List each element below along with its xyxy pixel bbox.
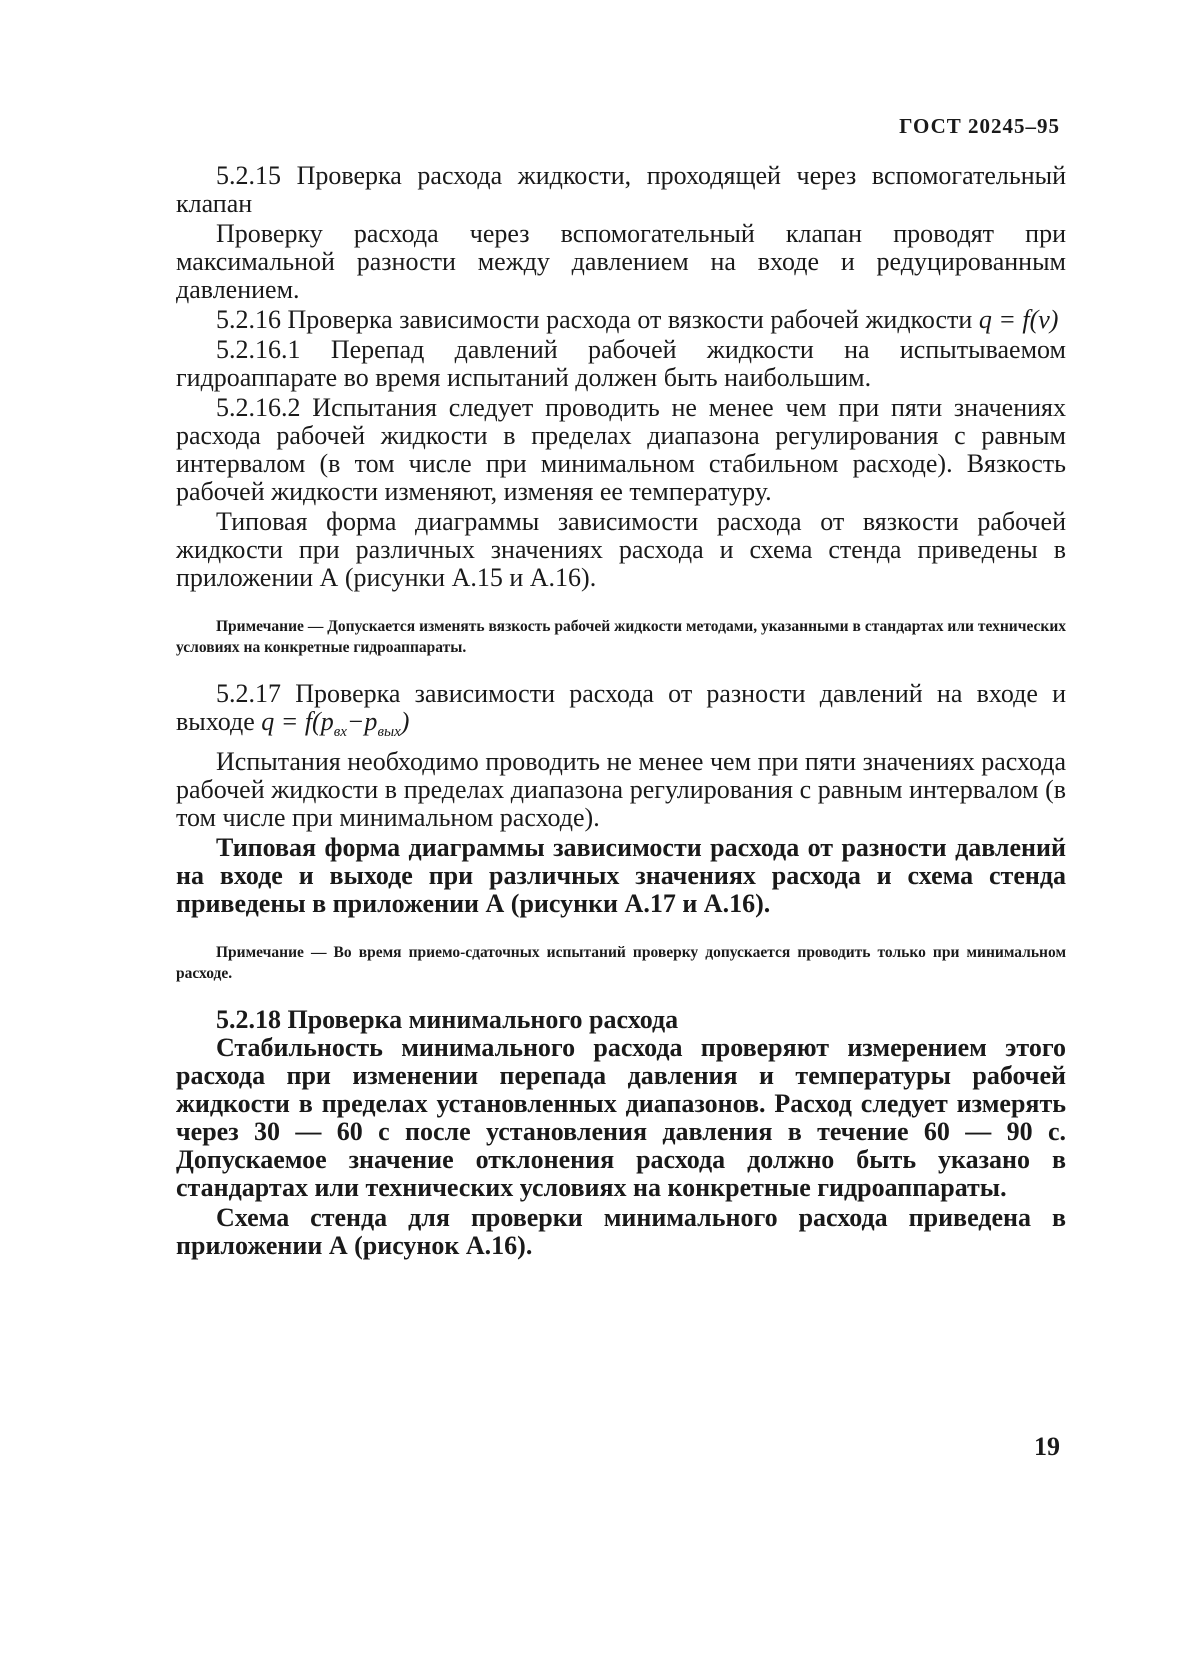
section-5-2-17-body: Испытания необходимо проводить не менее чем при пяти значениях расхода рабочей жидкости в пределах диапазона регулирования с равным интервалом (в том числе при минимальном расходе). xyxy=(176,747,1066,833)
section-5-2-18-title: 5.2.18 Проверка минимального расхода xyxy=(216,1005,679,1035)
formula-sub-in: вх xyxy=(333,724,347,741)
formula-prefix: q = f(p xyxy=(261,707,334,736)
section-5-2-17-title-text: 5.2.17 Проверка зависимости расхода от разности давлений на входе и выходе xyxy=(176,679,1066,736)
note-2-label: Примечание xyxy=(216,944,304,962)
section-5-2-16-formula: q = f(ν) xyxy=(978,305,1059,334)
note-1 xyxy=(176,616,1066,658)
section-5-2-16-1: 5.2.16.1 Перепад давлений рабочей жидкости на испытываемом гидроаппарате во время испытаний должен быть наибольшим. xyxy=(176,335,1066,392)
formula-sub-out: вых xyxy=(377,724,401,741)
section-5-2-17-diagram: Типовая форма диаграммы зависимости расхода от разности давлений на входе и выходе при различных значениях расхода и схема стенда приведены в приложении А (рисунки А.17 и А.16). xyxy=(176,833,1066,919)
section-5-2-16-title-text: 5.2.16 Проверка зависимости расхода от вязкости рабочей жидкости xyxy=(216,305,973,334)
section-5-2-16-2: 5.2.16.2 Испытания следует проводить не менее чем при пяти значениях расхода рабочей жидкости в пределах диапазона регулирования с равным интервалом (в том числе при минимальном стабильном расходе). Вязкость рабочей жидкости изменяют, изменяя ее температуру. xyxy=(176,393,1066,506)
section-5-2-15-body: Проверку расхода через вспомогательный клапан проводят при максимальной разности между давлением на входе и редуцированным давлением. xyxy=(176,219,1066,304)
formula-minus: −p xyxy=(346,707,378,736)
note-2-text: — Во время приемо-сдаточных испытаний проверку допускается проводить только при минимальном расходе. xyxy=(176,944,1067,983)
standard-header: ГОСТ 20245–95 xyxy=(899,114,1060,138)
section-5-2-17-formula xyxy=(261,707,410,741)
section-5-2-18-scheme: Схема стенда для проверки минимального расхода приведена в приложении А (рисунок А.16). xyxy=(176,1203,1066,1261)
page-content xyxy=(176,162,1066,1260)
note-1-text: — Допускается изменять вязкость рабочей жидкости методами, указанными в стандартах или технических условиях на конкретные гидроаппараты. xyxy=(176,618,1067,656)
page-number: 19 xyxy=(1034,1432,1060,1461)
formula-suffix: ) xyxy=(400,707,410,736)
section-5-2-15-title: 5.2.15 Проверка расхода жидкости, проходящей через вспомогательный клапан xyxy=(176,161,1066,218)
note-1-label: Примечание xyxy=(216,618,304,635)
section-5-2-18-body: Стабильность минимального расхода проверяют измерением этого расхода при изменении перепада давления и температуры рабочей жидкости в пределах установленных диапазонов. Расход следует измерять через 30 — 60 с после установления давления в течение 60 — 90 с. Допускаемое значение отклонения расхода должно быть указано в стандартах или технических условиях на конкретные гидроаппараты. xyxy=(176,1033,1066,1203)
section-5-2-17-title xyxy=(176,680,1066,746)
section-5-2-16-diagram: Типовая форма диаграммы зависимости расхода от вязкости рабочей жидкости при различных значениях расхода и схема стенда приведены в приложении А (рисунки А.15 и А.16). xyxy=(176,507,1066,592)
section-5-2-16-title xyxy=(176,306,1066,334)
note-2 xyxy=(176,942,1066,984)
